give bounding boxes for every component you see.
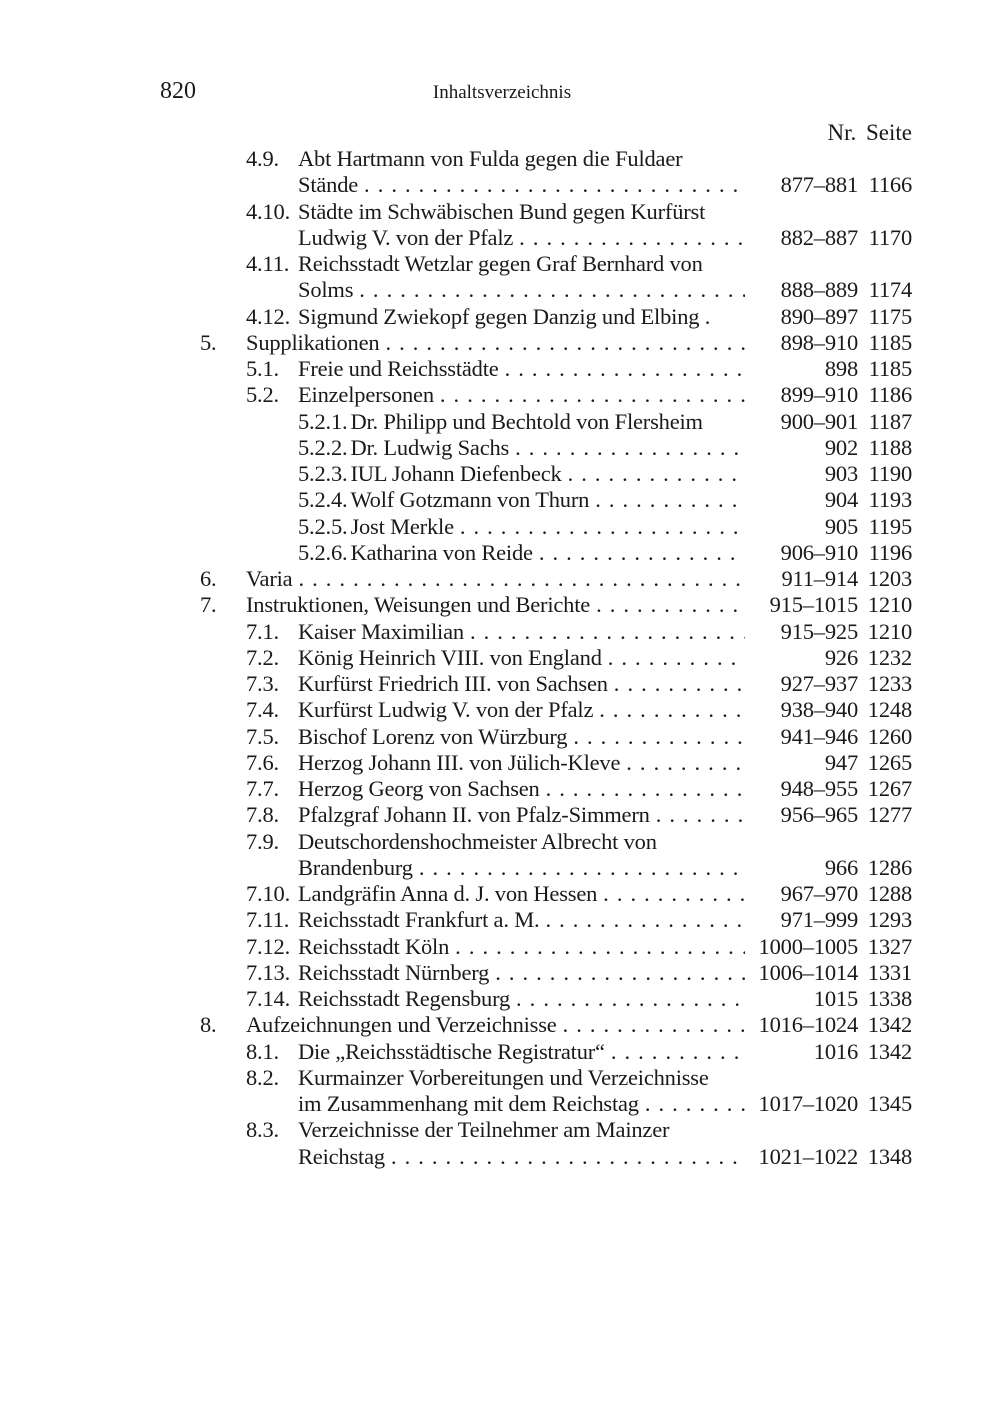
toc-entry-label bbox=[200, 1117, 745, 1143]
dot-leader bbox=[449, 934, 745, 960]
document-number-range bbox=[745, 251, 858, 277]
page-reference: 1196 bbox=[868, 539, 912, 565]
toc-entry-label bbox=[200, 330, 745, 356]
dot-leader bbox=[567, 724, 745, 750]
section-title: Städte im Schwäbischen Bund gegen Kurfürst bbox=[298, 198, 706, 224]
toc-entry-label bbox=[200, 1144, 745, 1170]
dot-leader bbox=[510, 986, 745, 1012]
page-reference: 1277 bbox=[867, 802, 912, 828]
document-number-range: 956–965 bbox=[780, 802, 858, 828]
section-title: Freie und Reichsstädte bbox=[298, 356, 499, 381]
page-reference bbox=[858, 1065, 912, 1091]
document-number-range: 926 bbox=[824, 644, 858, 670]
document-number-range: 899–910 bbox=[780, 382, 858, 408]
dot-leader bbox=[292, 566, 745, 592]
page-reference: 1175 bbox=[868, 303, 912, 329]
section-title: Instruktionen, Weisungen und Berichte bbox=[246, 592, 591, 618]
section-title: Brandenburg bbox=[298, 854, 413, 880]
toc-entry bbox=[200, 619, 912, 645]
section-number: 4.12. bbox=[246, 303, 291, 329]
dot-leader bbox=[379, 330, 745, 356]
document-number-range: 1021–1022 bbox=[758, 1143, 858, 1169]
toc-entry-label bbox=[200, 829, 745, 855]
section-number: 5.1. bbox=[246, 356, 279, 381]
section-title: Reichsstadt Wetzlar gegen Graf Bernhard von bbox=[298, 251, 703, 276]
section-title: Sigmund Zwiekopf gegen Danzig und Elbing . bbox=[298, 303, 711, 329]
document-number-range: 941–946 bbox=[780, 723, 858, 749]
document-number-range: 1015 bbox=[813, 986, 858, 1011]
toc-entry bbox=[200, 855, 912, 881]
dot-leader bbox=[499, 356, 745, 382]
section-title: Kurfürst Friedrich III. von Sachsen bbox=[298, 671, 608, 696]
toc-entry bbox=[200, 645, 912, 671]
section-number: 7.8. bbox=[246, 802, 279, 828]
section-title: Pfalzgraf Johann II. von Pfalz-Simmern bbox=[298, 802, 650, 828]
toc-entry-label bbox=[200, 409, 745, 435]
toc-entry-label bbox=[200, 172, 745, 198]
section-number: 8.3. bbox=[246, 1117, 279, 1143]
section-number: 5.2.4. bbox=[298, 487, 348, 513]
page-reference: 1286 bbox=[867, 854, 912, 880]
toc-entry-label bbox=[200, 199, 745, 225]
dot-leader bbox=[533, 540, 745, 566]
section-title: im Zusammenhang mit dem Reichstag bbox=[298, 1091, 639, 1116]
toc-entry bbox=[200, 382, 912, 408]
toc-entry bbox=[200, 304, 912, 330]
page-reference: 1185 bbox=[868, 329, 912, 355]
toc-entry bbox=[200, 199, 912, 225]
section-title: Stände bbox=[298, 172, 359, 198]
dot-leader bbox=[513, 225, 745, 251]
document-number-range: 966 bbox=[824, 854, 858, 880]
dot-leader bbox=[358, 172, 745, 198]
section-number: 7.10. bbox=[246, 881, 291, 906]
document-number-range: 903 bbox=[824, 461, 858, 486]
toc-entry bbox=[200, 277, 912, 303]
toc-entry-label bbox=[200, 1039, 745, 1065]
toc-entry bbox=[200, 225, 912, 251]
section-title: Solms bbox=[298, 277, 354, 303]
section-number: 7.1. bbox=[246, 618, 279, 644]
toc-entry-label bbox=[200, 907, 745, 933]
table-of-contents bbox=[200, 146, 912, 1170]
toc-entry bbox=[200, 1012, 912, 1038]
section-title: Herzog Georg von Sachsen bbox=[298, 776, 540, 801]
toc-entry-label bbox=[200, 304, 745, 330]
page-reference: 1331 bbox=[867, 959, 912, 985]
toc-entry bbox=[200, 146, 912, 172]
document-number-range: 938–940 bbox=[780, 697, 858, 723]
toc-entry bbox=[200, 1091, 912, 1117]
section-number: 5.2.6. bbox=[298, 539, 348, 565]
toc-entry bbox=[200, 671, 912, 697]
section-title: Reichsstadt Frankfurt a. M. bbox=[298, 907, 540, 933]
page-reference: 1188 bbox=[868, 434, 912, 460]
page-reference: 1248 bbox=[867, 697, 912, 723]
toc-entry bbox=[200, 172, 912, 198]
column-header-nr: Nr. bbox=[827, 120, 857, 145]
dot-leader bbox=[509, 435, 745, 461]
document-number-range bbox=[745, 199, 858, 225]
toc-entry-label bbox=[200, 146, 745, 172]
section-title: Deutschordenshochmeister Albrecht von bbox=[298, 828, 657, 854]
toc-entry-label bbox=[200, 881, 745, 907]
dot-leader bbox=[413, 855, 745, 881]
document-number-range bbox=[745, 1065, 858, 1091]
toc-entry-label bbox=[200, 697, 745, 723]
page-reference: 1232 bbox=[867, 644, 912, 670]
toc-entry-label bbox=[200, 592, 745, 618]
page-reference bbox=[858, 829, 912, 855]
document-number-range: 1006–1014 bbox=[758, 959, 858, 985]
toc-entry-label bbox=[200, 277, 745, 303]
document-number-range: 971–999 bbox=[780, 907, 858, 933]
document-number-range: 904 bbox=[824, 487, 858, 513]
section-title: Herzog Johann III. von Jülich-Kleve bbox=[298, 749, 621, 775]
section-title: Reichsstadt Nürnberg bbox=[298, 959, 490, 985]
dot-leader bbox=[562, 461, 745, 487]
toc-entry bbox=[200, 1144, 912, 1170]
section-number: 4.11. bbox=[246, 251, 290, 276]
toc-entry bbox=[200, 802, 912, 828]
toc-entry-label bbox=[200, 435, 745, 461]
dot-leader bbox=[353, 277, 745, 303]
toc-entry-label bbox=[200, 671, 745, 697]
document-number-range: 898 bbox=[824, 356, 858, 381]
page-reference: 1267 bbox=[867, 776, 912, 801]
section-title: Ludwig V. von der Pfalz bbox=[298, 224, 514, 250]
toc-entry bbox=[200, 881, 912, 907]
toc-entry-label bbox=[200, 487, 745, 513]
document-number-range: 902 bbox=[824, 434, 858, 460]
document-number-range: 948–955 bbox=[780, 776, 858, 801]
section-title: Bischof Lorenz von Würzburg bbox=[298, 723, 568, 749]
column-headers bbox=[828, 120, 913, 146]
section-number: 8.2. bbox=[246, 1064, 279, 1090]
page-reference: 1233 bbox=[867, 671, 912, 696]
toc-entry bbox=[200, 487, 912, 513]
page-reference bbox=[858, 146, 912, 172]
section-title: Abt Hartmann von Fulda gegen die Fuldaer bbox=[298, 146, 683, 171]
dot-leader bbox=[608, 671, 745, 697]
page-number: 820 bbox=[160, 78, 196, 104]
page-reference: 1187 bbox=[868, 408, 912, 434]
toc-entry-label bbox=[200, 540, 745, 566]
page-reference: 1195 bbox=[868, 513, 912, 539]
document-number-range bbox=[745, 146, 858, 172]
section-number: 7.11. bbox=[246, 907, 290, 933]
document-number-range: 1016–1024 bbox=[758, 1012, 858, 1038]
page-reference bbox=[858, 251, 912, 277]
toc-entry bbox=[200, 592, 912, 618]
toc-entry bbox=[200, 566, 912, 592]
dot-leader bbox=[602, 645, 745, 671]
document-number-range: 882–887 bbox=[780, 224, 858, 250]
toc-entry bbox=[200, 697, 912, 723]
dot-leader bbox=[589, 487, 745, 513]
toc-entry bbox=[200, 330, 912, 356]
page-reference bbox=[858, 199, 912, 225]
toc-entry bbox=[200, 435, 912, 461]
section-number: 6. bbox=[200, 566, 217, 591]
toc-entry-label bbox=[200, 724, 745, 750]
toc-entry-label bbox=[200, 619, 745, 645]
document-number-range: 905 bbox=[824, 513, 858, 539]
section-title: Landgräfin Anna d. J. von Hessen bbox=[298, 881, 598, 906]
section-title: Reichsstadt Köln bbox=[298, 933, 450, 959]
toc-entry-label bbox=[200, 1012, 745, 1038]
toc-entry bbox=[200, 1117, 912, 1143]
dot-leader bbox=[597, 881, 745, 907]
page-reference: 1186 bbox=[868, 382, 912, 408]
document-number-range: 927–937 bbox=[780, 671, 858, 696]
section-number: 4.9. bbox=[246, 146, 279, 171]
section-title: Katharina von Reide bbox=[350, 539, 533, 565]
document-number-range: 911–914 bbox=[781, 566, 858, 591]
document-number-range bbox=[745, 829, 858, 855]
section-number: 8. bbox=[200, 1012, 217, 1038]
toc-entry-label bbox=[200, 1065, 745, 1091]
document-number-range: 1016 bbox=[813, 1038, 858, 1064]
section-title: Reichsstadt Regensburg bbox=[298, 986, 511, 1011]
dot-leader bbox=[650, 802, 745, 828]
document-number-range: 906–910 bbox=[780, 539, 858, 565]
section-number: 5.2.3. bbox=[298, 461, 348, 486]
page-reference: 1265 bbox=[867, 749, 912, 775]
section-number: 7.12. bbox=[246, 933, 291, 959]
section-number: 7.3. bbox=[246, 671, 279, 696]
toc-entry-label bbox=[200, 1091, 745, 1117]
dot-leader bbox=[434, 382, 745, 408]
toc-entry bbox=[200, 829, 912, 855]
section-title: Supplikationen bbox=[246, 329, 380, 355]
toc-entry-label bbox=[200, 934, 745, 960]
dot-leader bbox=[639, 1091, 745, 1117]
section-title: Wolf Gotzmann von Thurn bbox=[350, 487, 590, 513]
dot-leader bbox=[539, 907, 745, 933]
page-reference: 1293 bbox=[867, 907, 912, 933]
toc-entry bbox=[200, 934, 912, 960]
document-number-range: 947 bbox=[824, 749, 858, 775]
section-number: 5. bbox=[200, 329, 217, 355]
toc-entry-label bbox=[200, 776, 745, 802]
section-number: 7. bbox=[200, 592, 217, 618]
dot-leader bbox=[540, 776, 745, 802]
document-number-range: 898–910 bbox=[780, 329, 858, 355]
section-title: Kurfürst Ludwig V. von der Pfalz bbox=[298, 697, 594, 723]
toc-entry-label bbox=[200, 225, 745, 251]
section-number: 7.6. bbox=[246, 749, 279, 775]
toc-entry bbox=[200, 251, 912, 277]
toc-entry bbox=[200, 960, 912, 986]
section-number: 5.2.2. bbox=[298, 434, 348, 460]
document-number-range: 1017–1020 bbox=[758, 1091, 858, 1116]
page-reference: 1327 bbox=[867, 933, 912, 959]
document-number-range: 890–897 bbox=[780, 303, 858, 329]
page-reference: 1338 bbox=[867, 986, 912, 1011]
document-number-range: 1000–1005 bbox=[758, 933, 858, 959]
page-reference: 1203 bbox=[867, 566, 912, 591]
toc-entry-label bbox=[200, 251, 745, 277]
toc-entry bbox=[200, 356, 912, 382]
section-number: 5.2. bbox=[246, 382, 279, 408]
column-header-page: Seite bbox=[866, 120, 912, 145]
dot-leader bbox=[620, 750, 745, 776]
section-number: 7.7. bbox=[246, 776, 279, 801]
section-title: König Heinrich VIII. von England bbox=[298, 644, 602, 670]
section-title: Dr. Ludwig Sachs bbox=[350, 434, 510, 460]
section-title: Einzelpersonen bbox=[298, 382, 434, 408]
dot-leader bbox=[557, 1012, 745, 1038]
toc-entry bbox=[200, 986, 912, 1012]
document-number-range: 967–970 bbox=[780, 881, 858, 906]
document-number-range: 877–881 bbox=[780, 172, 858, 198]
page-reference: 1345 bbox=[867, 1091, 912, 1116]
page-reference: 1342 bbox=[867, 1038, 912, 1064]
toc-entry-label bbox=[200, 382, 745, 408]
page-reference bbox=[858, 1117, 912, 1143]
section-number: 7.14. bbox=[246, 986, 291, 1011]
toc-entry bbox=[200, 409, 912, 435]
toc-entry-label bbox=[200, 802, 745, 828]
page-reference: 1348 bbox=[867, 1143, 912, 1169]
toc-entry bbox=[200, 750, 912, 776]
toc-entry bbox=[200, 907, 912, 933]
page-reference: 1260 bbox=[867, 723, 912, 749]
toc-entry bbox=[200, 724, 912, 750]
section-number: 8.1. bbox=[246, 1038, 279, 1064]
section-number: 7.4. bbox=[246, 697, 279, 723]
dot-leader bbox=[489, 960, 745, 986]
section-title: Aufzeichnungen und Verzeichnisse bbox=[246, 1012, 557, 1038]
toc-entry-label bbox=[200, 986, 745, 1012]
document-number-range: 915–925 bbox=[780, 618, 858, 644]
section-number: 5.2.1. bbox=[298, 408, 348, 434]
section-title: Verzeichnisse der Teilnehmer am Mainzer bbox=[298, 1117, 670, 1143]
page-reference: 1190 bbox=[868, 461, 912, 486]
section-number: 5.2.5. bbox=[298, 513, 348, 539]
page-reference: 1170 bbox=[868, 224, 912, 250]
section-title: Reichstag bbox=[298, 1143, 385, 1169]
page-reference: 1342 bbox=[867, 1012, 912, 1038]
document-number-range: 915–1015 bbox=[769, 592, 858, 618]
page-reference: 1288 bbox=[867, 881, 912, 906]
toc-entry bbox=[200, 540, 912, 566]
toc-entry bbox=[200, 1065, 912, 1091]
dot-leader bbox=[593, 697, 745, 723]
section-title: Varia bbox=[246, 566, 293, 591]
section-title: Dr. Philipp und Bechtold von Flersheim bbox=[350, 408, 703, 434]
toc-entry-label bbox=[200, 461, 745, 487]
toc-entry-label bbox=[200, 750, 745, 776]
toc-entry-label bbox=[200, 960, 745, 986]
section-number: 4.10. bbox=[246, 198, 291, 224]
page-reference: 1174 bbox=[868, 277, 912, 303]
page-reference: 1193 bbox=[868, 487, 912, 513]
page-reference: 1210 bbox=[867, 592, 912, 618]
section-title: Kurmainzer Vorbereitungen und Verzeichnisse bbox=[298, 1064, 709, 1090]
section-number: 7.5. bbox=[246, 723, 279, 749]
section-title: Die „Reichsstädtische Registratur“ bbox=[298, 1038, 605, 1064]
document-number-range: 888–889 bbox=[780, 277, 858, 303]
section-number: 7.9. bbox=[246, 828, 279, 854]
page-reference: 1210 bbox=[867, 618, 912, 644]
toc-entry-label bbox=[200, 514, 745, 540]
section-title: IUL Johann Diefenbeck bbox=[350, 461, 562, 486]
section-number: 7.2. bbox=[246, 644, 279, 670]
document-number-range bbox=[745, 1117, 858, 1143]
page-reference: 1185 bbox=[868, 356, 912, 381]
running-head: Inhaltsverzeichnis bbox=[432, 82, 572, 103]
page-reference: 1166 bbox=[868, 172, 912, 198]
toc-entry-label bbox=[200, 645, 745, 671]
document-number-range: 900–901 bbox=[780, 408, 858, 434]
dot-leader bbox=[605, 1039, 745, 1065]
toc-entry bbox=[200, 1039, 912, 1065]
toc-entry-label bbox=[200, 356, 745, 382]
toc-entry bbox=[200, 461, 912, 487]
toc-entry bbox=[200, 514, 912, 540]
section-title: Kaiser Maximilian bbox=[298, 618, 464, 644]
toc-entry bbox=[200, 776, 912, 802]
section-number: 7.13. bbox=[246, 959, 291, 985]
dot-leader bbox=[385, 1144, 745, 1170]
section-title: Jost Merkle bbox=[350, 513, 454, 539]
toc-entry-label bbox=[200, 566, 745, 592]
dot-leader bbox=[464, 619, 745, 645]
dot-leader bbox=[454, 514, 745, 540]
dot-leader bbox=[590, 592, 745, 618]
toc-entry-label bbox=[200, 855, 745, 881]
